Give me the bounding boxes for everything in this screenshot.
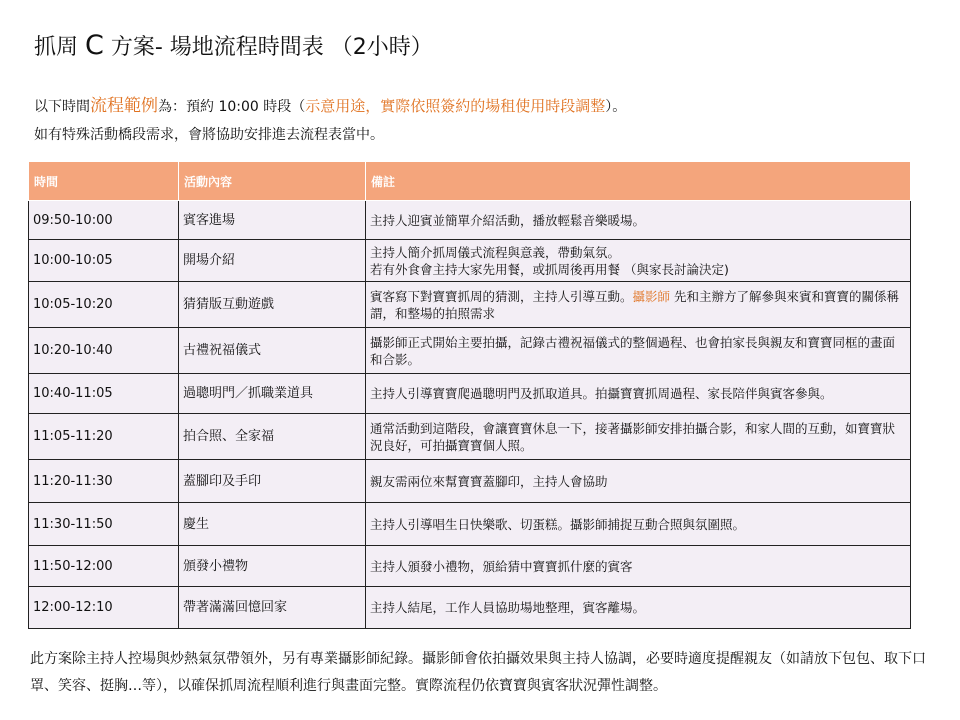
table-body [29, 201, 911, 629]
activity-cell: 蓋腳印及手印 [179, 460, 366, 503]
page-title [34, 30, 433, 61]
note-cell [366, 374, 911, 414]
title-suffix: 方案- 場地流程時間表 （2小時） [103, 35, 433, 60]
table-row [29, 414, 911, 460]
time-cell: 09:50-10:00 [29, 201, 179, 240]
time-cell: 11:50-12:00 [29, 546, 179, 587]
activity-cell: 開場介紹 [179, 240, 366, 282]
time-cell: 11:05-11:20 [29, 414, 179, 460]
note-cell [366, 503, 911, 546]
note-cell [366, 460, 911, 503]
time-cell: 10:05-10:20 [29, 282, 179, 328]
header-activity: 活動內容 [179, 162, 366, 201]
note-cell [366, 328, 911, 374]
title-letter: C [85, 30, 104, 61]
note-text: 賓客寫下對寶寶抓周的猜測，主持人引導互動。 [370, 288, 633, 304]
activity-cell: 帶著滿滿回憶回家 [179, 587, 366, 629]
time-cell: 10:00-10:05 [29, 240, 179, 282]
table-row [29, 374, 911, 414]
note-highlight: 攝影師 [632, 288, 671, 304]
note-text: 主持人結尾，工作人員協助場地整理，賓客離場。 [370, 600, 646, 615]
activity-cell: 賓客進場 [179, 201, 366, 240]
intro-end: ）。 [605, 99, 627, 115]
title-prefix: 抓周 [34, 35, 85, 60]
time-cell: 12:00-12:10 [29, 587, 179, 629]
note-text: 通常活動到這階段，會讓寶寶休息一下，接著攝影師安排拍攝合影，和家人間的互動，如寶寶狀況良好，可拍攝寶寶個人照。 [370, 420, 896, 453]
note-cell [366, 546, 911, 587]
activity-cell: 慶生 [179, 503, 366, 546]
activity-cell: 古禮祝福儀式 [179, 328, 366, 374]
intro-line-2: 如有特殊活動橋段需求，會將協助安排進去流程表當中。 [34, 127, 384, 143]
activity-cell: 猜猜版互動遊戲 [179, 282, 366, 328]
note-cell [366, 240, 911, 282]
header-time: 時間 [29, 162, 179, 201]
activity-cell: 拍合照、全家福 [179, 414, 366, 460]
table-row [29, 282, 911, 328]
intro-highlight: 流程範例 [90, 96, 158, 116]
table-row [29, 328, 911, 374]
table-row [29, 503, 911, 546]
note-cell [366, 201, 911, 240]
intro-mid: 為：預約 10:00 時段（ [158, 99, 306, 115]
intro-prefix: 以下時間 [34, 99, 90, 115]
note-cell [366, 282, 911, 328]
table-row [29, 460, 911, 503]
note-text: 攝影師正式開始主要拍攝，記錄古禮祝福儀式的整個過程、也會拍家長與親友和寶寶同框的畫面和合影。 [370, 334, 896, 367]
header-note: 備註 [366, 162, 911, 201]
table-row [29, 240, 911, 282]
intro-note: 示意用途，實際依照簽約的場租使用時段調整 [305, 97, 606, 115]
note-cell [366, 587, 911, 629]
schedule-table [28, 161, 911, 629]
note-cell [366, 414, 911, 460]
activity-cell: 頒發小禮物 [179, 546, 366, 587]
note-text: 主持人引導唱生日快樂歌、切蛋糕。攝影師捕捉互動合照與氛圍照。 [370, 516, 746, 532]
note-text: 主持人引導寶寶爬過聰明門及抓取道具。拍攝寶寶抓周過程、家長陪伴與賓客參與。 [370, 386, 833, 401]
activity-cell: 過聰明門／抓職業道具 [179, 374, 366, 414]
time-cell: 10:20-10:40 [29, 328, 179, 374]
table-header-row [29, 162, 911, 201]
note-text: 主持人迎賓並簡單介紹活動，播放輕鬆音樂暖場。 [370, 212, 646, 228]
footer-note: 此方案除主持人控場與炒熱氣氛帶領外，另有專業攝影師紀錄。攝影師會依拍攝效果與主持人協調，必要時適度提醒親友（如請放下包包、取下口罩、笑容、挺胸…等），以確保抓周流程順利進行與畫面完整。實際流程仍依寶寶與賓客狀況彈性調整。 [30, 651, 926, 694]
time-cell: 11:20-11:30 [29, 460, 179, 503]
intro-line-1 [34, 91, 626, 116]
table-row [29, 546, 911, 587]
time-cell: 10:40-11:05 [29, 374, 179, 414]
note-text: 主持人簡介抓周儀式流程與意義，帶動氣氛。 若有外食會主持大家先用餐，或抓周後再用餐 （與家長討論決定) [370, 244, 729, 277]
time-cell: 11:30-11:50 [29, 503, 179, 546]
note-text: 主持人頒發小禮物，頒給猜中寶寶抓什麼的賓客 [370, 558, 633, 574]
table-row [29, 587, 911, 629]
table-row [29, 201, 911, 240]
note-text: 先和主辦方了解參與來賓和寶寶的關係稱謂，和整場的拍照需求 [370, 288, 900, 321]
note-text: 親友需兩位來幫寶寶蓋腳印，主持人會協助 [370, 473, 608, 489]
